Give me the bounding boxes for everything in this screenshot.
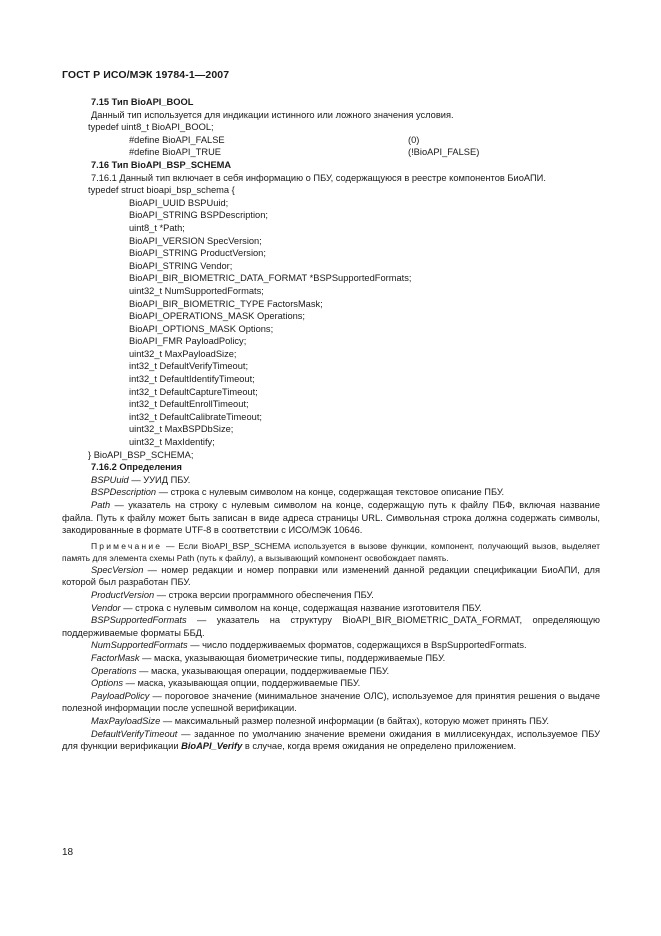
definition-text: — указатель на строку с нулевым символом на конце, содержащую путь к файлу ПБФ, включая название файла. Путь к файлу может быть записан в виде адреса страницы URL. Символьная строка должна содержать символы, закодированные в формате UTF-8 в соответствии с ИСО/МЭК 10646.: [62, 500, 600, 536]
struct-field: uint32_t MaxIdentify;: [129, 437, 215, 448]
struct-field: BioAPI_BIR_BIOMETRIC_DATA_FORMAT *BSPSupportedFormats;: [129, 273, 412, 284]
struct-field: BioAPI_STRING Vendor;: [129, 260, 233, 271]
definition-text: — строка версии программного обеспечения ПБУ.: [154, 589, 374, 600]
struct-field: uint32_t MaxPayloadSize;: [129, 348, 237, 359]
definition-text: в случае, когда время ожидания не определено приложением.: [242, 741, 517, 752]
define-false-value: (0): [408, 134, 420, 145]
struct-close: } BioAPI_BSP_SCHEMA;: [88, 449, 194, 460]
definition-bspuuid: [62, 474, 600, 487]
definition-bspsupportedformats: [62, 614, 600, 639]
definition-text: — маска, указывающая опции, поддерживаемые ПБУ.: [123, 678, 361, 689]
definition-text: — строка с нулевым символом на конце, содержащая текстовое описание ПБУ.: [156, 487, 505, 498]
define-true-value: (!BioAPI_FALSE): [408, 147, 480, 158]
define-true-name: #define BioAPI_TRUE: [129, 147, 221, 158]
definition-productversion: [62, 589, 600, 602]
struct-fields: [62, 197, 600, 449]
definition-options: [62, 677, 600, 690]
struct-open: typedef struct bioapi_bsp_schema {: [88, 185, 235, 196]
section-7-15-heading: 7.15 Тип BioAPI_BOOL: [91, 97, 194, 107]
struct-field: int32_t DefaultEnrollTimeout;: [129, 399, 249, 410]
definition-path: [62, 499, 600, 537]
term: BSPUuid: [91, 474, 129, 485]
struct-field: BioAPI_UUID BSPUuid;: [129, 197, 229, 208]
struct-field: uint32_t MaxBSPDbSize;: [129, 424, 234, 435]
note: [62, 540, 600, 564]
struct-field: BioAPI_STRING BSPDescription;: [129, 210, 268, 221]
struct-field: BioAPI_BIR_BIOMETRIC_TYPE FactorsMask;: [129, 298, 323, 309]
term: PayloadPolicy: [91, 690, 150, 701]
term: FactorMask: [91, 652, 140, 663]
struct-field: BioAPI_OPTIONS_MASK Options;: [129, 323, 274, 334]
term: DefaultVerifyTimeout: [91, 728, 178, 739]
term: BSPSupportedFormats: [91, 615, 187, 626]
definition-payloadpolicy: [62, 690, 600, 715]
struct-field: uint32_t NumSupportedFormats;: [129, 285, 264, 296]
definition-text: — маска, указывающая биометрические типы, поддерживаемые ПБУ.: [139, 652, 446, 663]
page-number: 18: [62, 847, 74, 858]
definition-maxpayloadsize: [62, 715, 600, 728]
definition-operations: [62, 665, 600, 678]
definition-text: — максимальный размер полезной информации (в байтах), которую может принять ПБУ.: [160, 715, 549, 726]
term: SpecVersion: [91, 564, 144, 575]
term: Path: [91, 500, 111, 510]
definition-text: — пороговое значение (минимальное значение ОЛС), используемое для принятия решения о выдаче полезной информации после успешной верификации.: [62, 690, 600, 714]
term: NumSupportedFormats: [91, 640, 188, 651]
note-text: — Если BioAPI_BSP_SCHEMA используется в вызове функции, компонент, получающий вызов, выделяет память для элемента схемы Path (путь к файлу), а вызывающий компонент освобождает память.: [62, 540, 600, 563]
struct-field: uint8_t *Path;: [129, 222, 185, 233]
define-false-name: #define BioAPI_FALSE: [129, 134, 225, 145]
define-true: [62, 146, 600, 159]
struct-field: BioAPI_STRING ProductVersion;: [129, 248, 266, 259]
note-label: Примечание: [91, 540, 163, 551]
term: ProductVersion: [91, 589, 155, 600]
struct-field: BioAPI_FMR PayloadPolicy;: [129, 336, 247, 347]
definition-text: — заданное по умолчанию значение времени ожидания в миллисекундах, используемое ПБУ для функции верификации: [62, 728, 600, 752]
definition-text: — число поддерживаемых форматов, содержащихся в BspSupportedFormats.: [187, 640, 527, 651]
standard-header: ГОСТ Р ИСО/МЭК 19784-1—2007: [62, 69, 230, 81]
definition-text: — УУИД ПБУ.: [128, 474, 191, 485]
definition-specversion: [62, 564, 600, 589]
definition-defaultverifytimeout: [62, 728, 600, 753]
section-7-16-intro: 7.16.1 Данный тип включает в себя информацию о ПБУ, содержащуюся в реестре компонентов БиоАПИ.: [91, 172, 546, 183]
definition-text: — маска, указывающая операции, поддерживаемые ПБУ.: [136, 665, 390, 676]
term: Operations: [91, 665, 137, 676]
struct-field: int32_t DefaultCalibrateTimeout;: [129, 411, 262, 422]
term: Options: [91, 678, 124, 689]
definitions-heading: 7.16.2 Определения: [91, 462, 182, 473]
definition-factorsmask: [62, 652, 600, 665]
definition-text: — строка с нулевым символом на конце, содержащая название изготовителя ПБУ.: [120, 602, 482, 613]
definition-text: — номер редакции и номер поправки или изменений данной редакции спецификации БиоАПИ, для которой был разработан ПБУ.: [62, 564, 600, 588]
term: MaxPayloadSize: [91, 715, 161, 726]
page-content: [62, 96, 600, 753]
struct-field: int32_t DefaultVerifyTimeout;: [129, 361, 249, 372]
term: BSPDescription: [91, 487, 157, 498]
struct-field: int32_t DefaultCaptureTimeout;: [129, 386, 258, 397]
function-name: BioAPI_Verify: [181, 741, 243, 752]
define-false: [62, 134, 600, 147]
struct-field: int32_t DefaultIdentifyTimeout;: [129, 374, 255, 385]
term: Vendor: [91, 602, 121, 613]
struct-field: BioAPI_VERSION SpecVersion;: [129, 235, 262, 246]
section-7-15-description: Данный тип используется для индикации истинного или ложного значения условия.: [91, 109, 454, 120]
typedef-bool: typedef uint8_t BioAPI_BOOL;: [88, 122, 214, 133]
definition-bspdescription: [62, 486, 600, 499]
section-7-16-heading: 7.16 Тип BioAPI_BSP_SCHEMA: [91, 159, 232, 170]
definition-text: — указатель на структуру BioAPI_BIR_BIOMETRIC_DATA_FORMAT, определяющую поддерживаемые форматы ББД.: [62, 615, 600, 638]
definition-vendor: [62, 602, 600, 615]
definition-numsupportedformats: [62, 639, 600, 652]
struct-field: BioAPI_OPERATIONS_MASK Operations;: [129, 311, 306, 322]
